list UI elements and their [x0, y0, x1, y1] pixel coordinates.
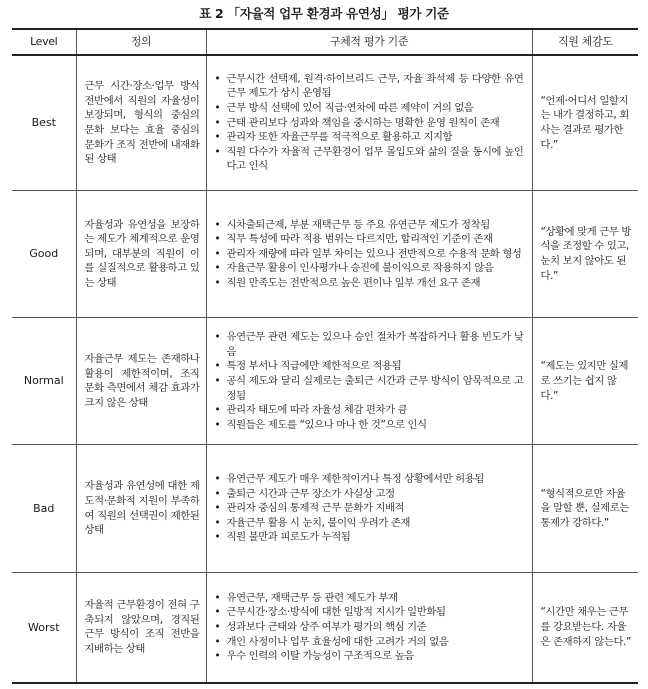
- criteria-item: • 공식 제도와 달리 실제로는 출퇴근 시간과 근무 방식이 암묵적으로 고정됨: [213, 374, 524, 403]
- criteria-item: • 직원 다수가 자율적 근무환경이 업무 몰입도와 삶의 질을 동시에 높인다고 인식: [213, 145, 524, 174]
- criteria-item: • 근무시간 선택제, 원격·하이브리드 근무, 자율 좌석제 등 다양한 유연근무 제도가 상시 운영됨: [213, 72, 524, 101]
- criteria-list: [213, 330, 524, 432]
- feeling-cell: “언제·어디서 일할지는 내가 결정하고, 회사는 결과로 평가한다.”: [532, 55, 638, 190]
- criteria-item: • 관리자 또한 자율근무를 적극적으로 활용하고 지지함: [213, 130, 524, 145]
- definition-cell: 자율근무 제도는 존재하나 활용이 제한적이며, 조직 문화 측면에서 체감 효과가 크지 않은 상태: [76, 318, 206, 445]
- level-cell: Good: [12, 190, 76, 317]
- level-cell: Worst: [12, 572, 76, 683]
- header-row: [12, 29, 638, 55]
- criteria-item: • 관리자 중심의 통제적 근무 문화가 지배적: [213, 501, 524, 516]
- header-definition: 정의: [76, 29, 206, 55]
- criteria-item: • 근무 방식 선택에 있어 직급·연차에 따른 제약이 거의 없음: [213, 101, 524, 116]
- criteria-item: • 성과보다 근태와 상주 여부가 평가의 핵심 기준: [213, 620, 524, 635]
- feeling-cell: “상황에 맞게 근무 방식을 조정할 수 있고, 눈치 보지 않아도 된다.”: [532, 190, 638, 317]
- feeling-cell: “형식적으로만 자율을 말할 뿐, 실제로는 통제가 강하다.”: [532, 445, 638, 572]
- criteria-item: • 시차출퇴근제, 부분 재택근무 등 주요 유연근무 제도가 정착됨: [213, 218, 524, 233]
- header-feeling: 직원 체감도: [532, 29, 638, 55]
- criteria-item: • 특정 부서나 직급에만 제한적으로 적용됨: [213, 359, 524, 374]
- criteria-cell: [206, 55, 532, 190]
- criteria-item: • 근무시간·장소·방식에 대한 일방적 지시가 일반화됨: [213, 605, 524, 620]
- criteria-item: • 자율근무 활용 시 눈치, 불이익 우려가 존재: [213, 516, 524, 531]
- table-row: [12, 190, 638, 317]
- criteria-item: • 직원들은 제도를 “있으나 마나 한 것”으로 인식: [213, 418, 524, 433]
- criteria-item: • 직원 만족도는 전반적으로 높은 편이나 일부 개선 요구 존재: [213, 276, 524, 291]
- table-row: [12, 445, 638, 572]
- level-cell: Best: [12, 55, 76, 190]
- criteria-list: [213, 72, 524, 174]
- criteria-item: • 직원 불만과 피로도가 누적됨: [213, 530, 524, 545]
- criteria-item: • 근태 관리보다 성과와 책임을 중시하는 명확한 운영 원칙이 존재: [213, 116, 524, 131]
- table-caption: 표 2 「자율적 업무 환경과 유연성」 평가 기준: [199, 6, 449, 21]
- definition-cell: 자율적 근무환경이 전혀 구축되지 않았으며, 경직된 근무 방식이 조직 전반을 지배하는 상태: [76, 572, 206, 683]
- criteria-cell: [206, 318, 532, 445]
- table-row: [12, 318, 638, 445]
- header-criteria: 구체적 평가 기준: [206, 29, 532, 55]
- criteria-cell: [206, 572, 532, 683]
- table-row: [12, 572, 638, 683]
- criteria-item: • 유연근무 관련 제도는 있으나 승인 절차가 복잡하거나 활용 빈도가 낮음: [213, 330, 524, 359]
- definition-cell: 자율성과 유연성에 대한 제도적·문화적 지원이 부족하여 직원의 선택권이 제한된 상태: [76, 445, 206, 572]
- criteria-cell: [206, 445, 532, 572]
- criteria-item: • 유연근무 제도가 매우 제한적이거나 특정 상황에서만 허용됨: [213, 472, 524, 487]
- criteria-item: • 우수 인력의 이탈 가능성이 구조적으로 높음: [213, 649, 524, 664]
- feeling-cell: “제도는 있지만 실제로 쓰기는 쉽지 않다.”: [532, 318, 638, 445]
- evaluation-criteria-table: [12, 28, 638, 684]
- criteria-list: [213, 218, 524, 291]
- level-cell: Bad: [12, 445, 76, 572]
- table-row: [12, 55, 638, 190]
- criteria-cell: [206, 190, 532, 317]
- definition-cell: 자율성과 유연성을 보장하는 제도가 체계적으로 운영되며, 대부분의 직원이 이를 실질적으로 활용하고 있는 상태: [76, 190, 206, 317]
- criteria-list: [213, 591, 524, 664]
- criteria-list: [213, 472, 524, 545]
- criteria-item: • 자율근무 활용이 인사평가나 승진에 불이익으로 작용하지 않음: [213, 261, 524, 276]
- definition-cell: 근무 시간·장소·업무 방식 전반에서 직원의 자율성이 보장되며, 형식의 중심의 문화 보다는 효율 중심의 문화가 조직 전반에 내재화된 상태: [76, 55, 206, 190]
- criteria-item: • 개인 사정이나 업무 효율성에 대한 고려가 거의 없음: [213, 635, 524, 650]
- criteria-item: • 직무 특성에 따라 적용 범위는 다르지만, 합리적인 기준이 존재: [213, 232, 524, 247]
- criteria-item: • 관리자 태도에 따라 자율성 체감 편차가 큼: [213, 403, 524, 418]
- criteria-item: • 관리자 재량에 따라 일부 차이는 있으나 전반적으로 수용적 문화 형성: [213, 247, 524, 262]
- feeling-cell: “시간만 채우는 근무를 강요받는다. 자율은 존재하지 않는다.”: [532, 572, 638, 683]
- level-cell: Normal: [12, 318, 76, 445]
- header-level: Level: [12, 29, 76, 55]
- criteria-item: • 유연근무, 재택근무 등 관련 제도가 부재: [213, 591, 524, 606]
- criteria-item: • 출퇴근 시간과 근무 장소가 사실상 고정: [213, 487, 524, 502]
